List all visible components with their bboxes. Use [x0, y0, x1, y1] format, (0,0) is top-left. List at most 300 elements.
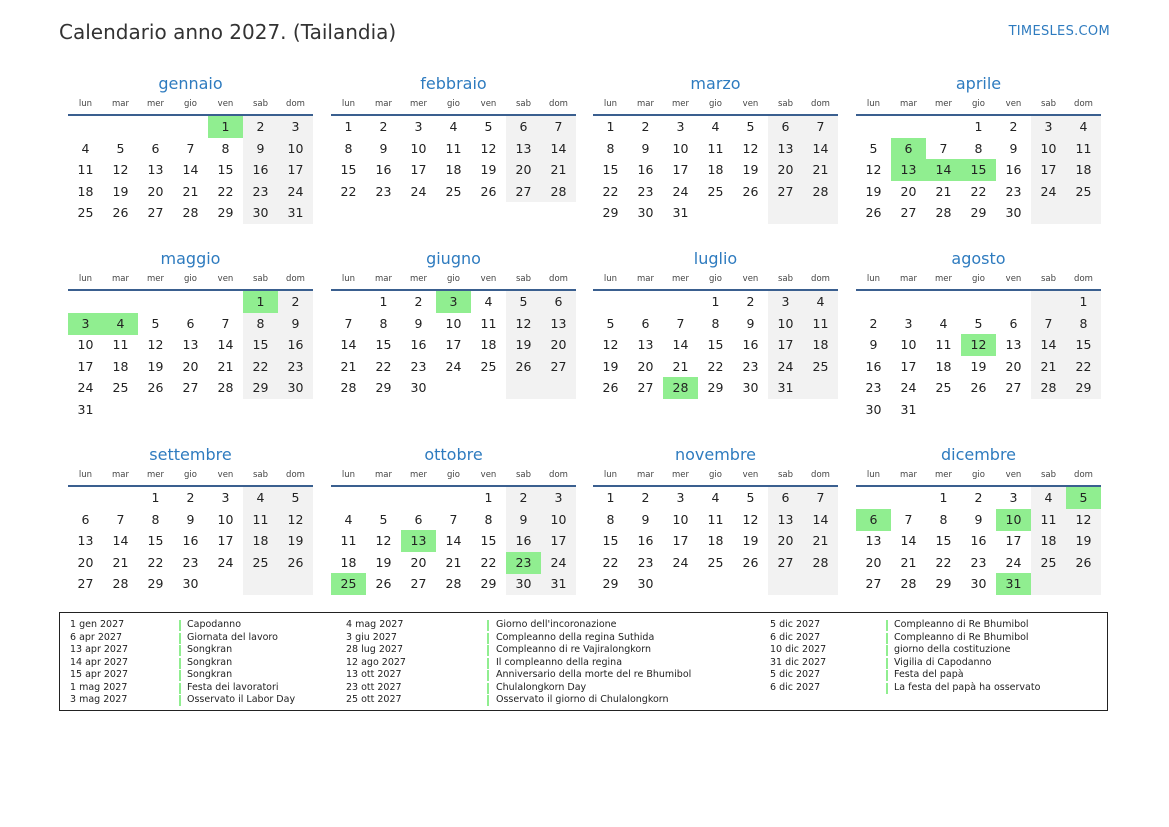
- calendar-day: 7: [816, 119, 825, 134]
- calendar-day: 24: [410, 183, 427, 199]
- legend-date: 4 mag 2027: [346, 619, 404, 630]
- weekday-label: mer: [146, 274, 164, 284]
- calendar-day: 19: [602, 358, 619, 374]
- calendar-day: 10: [287, 140, 304, 156]
- calendar-day: 2: [519, 490, 528, 505]
- holiday-day: 28: [663, 377, 698, 399]
- weekday-label: mer: [409, 274, 427, 284]
- calendar-day: 10: [777, 315, 794, 331]
- calendar-day: 21: [672, 358, 689, 374]
- calendar-day: 15: [707, 337, 724, 352]
- holiday-day: 13: [401, 530, 436, 552]
- calendar-day: 14: [672, 337, 689, 352]
- calendar-day: 26: [375, 576, 392, 591]
- calendar-day: 14: [445, 533, 462, 548]
- day-grid: [68, 116, 313, 248]
- calendar-day: 1: [151, 490, 160, 505]
- holiday-day: 31: [996, 573, 1031, 595]
- calendar-day: 31: [672, 205, 689, 220]
- calendar-day: 30: [287, 380, 304, 395]
- calendar-day: 21: [900, 554, 917, 570]
- calendar-day: 3: [1009, 490, 1018, 505]
- calendar-day: 28: [182, 205, 199, 220]
- calendar-day: 4: [939, 315, 948, 331]
- calendar-day: 28: [1040, 380, 1057, 395]
- weekday-label: sab: [515, 274, 532, 284]
- calendar-day: 31: [550, 576, 567, 591]
- weekday-header: [593, 99, 838, 113]
- calendar-day: 8: [939, 511, 948, 527]
- calendar-day: 16: [970, 533, 987, 548]
- calendar-day: 23: [970, 554, 987, 570]
- weekday-header: [593, 274, 838, 288]
- page-title: Calendario anno 2027. (Tailandia): [59, 20, 397, 44]
- weekday-label: sab: [252, 99, 269, 109]
- weekday-label: gio: [447, 470, 460, 480]
- calendar-day: 29: [602, 205, 619, 220]
- weekday-label: mar: [637, 470, 654, 480]
- calendar-day: 21: [1040, 358, 1057, 374]
- weekday-label: ven: [217, 99, 234, 109]
- month-name: novembre: [674, 445, 757, 464]
- weekday-label: mar: [637, 274, 654, 284]
- weekday-label: sab: [515, 470, 532, 480]
- calendar-day: 26: [602, 380, 619, 395]
- calendar-day: 9: [869, 337, 878, 352]
- weekday-label: gio: [709, 99, 722, 109]
- legend-marker: [179, 633, 181, 644]
- weekday-header: [331, 470, 576, 484]
- holiday-day: 3: [68, 313, 103, 335]
- calendar-day: 16: [637, 162, 654, 177]
- weekday-label: mer: [671, 99, 689, 109]
- calendar-day: 23: [252, 183, 269, 199]
- calendar-day: 8: [974, 140, 983, 156]
- calendar-day: 3: [1044, 119, 1053, 134]
- calendar-day: 15: [375, 337, 392, 352]
- calendar-day: 29: [602, 576, 619, 591]
- weekday-label: dom: [549, 99, 568, 109]
- calendar-day: 26: [112, 205, 129, 220]
- weekday-label: mer: [409, 99, 427, 109]
- calendar-day: 20: [777, 162, 794, 177]
- weekday-label: dom: [286, 470, 305, 480]
- calendar-day: 26: [147, 380, 164, 395]
- calendar-day: 2: [291, 294, 300, 309]
- day-grid: [331, 291, 576, 423]
- day-grid: [856, 116, 1101, 248]
- calendar-day: 25: [480, 358, 497, 374]
- weekday-label: lun: [866, 274, 881, 284]
- calendar-day: 2: [746, 294, 755, 309]
- calendar-day: 4: [816, 294, 825, 309]
- site-brand-link[interactable]: TIMESLES.COM: [1008, 24, 1110, 39]
- weekday-header: [331, 274, 576, 288]
- calendar-day: 6: [519, 119, 528, 134]
- calendar-day: 13: [550, 315, 567, 331]
- calendar-day: 2: [414, 294, 423, 309]
- calendar-day: 2: [641, 490, 650, 505]
- calendar-day: 1: [939, 490, 948, 505]
- calendar-day: 7: [116, 511, 125, 527]
- legend-marker: [886, 670, 888, 681]
- weekday-label: sab: [777, 470, 794, 480]
- calendar-day: 23: [287, 358, 304, 374]
- legend-date: 5 dic 2027: [770, 619, 821, 630]
- legend-marker: [886, 658, 888, 669]
- legend-date: 6 dic 2027: [770, 631, 821, 643]
- calendar-day: 6: [414, 511, 423, 527]
- legend-marker: [487, 695, 489, 706]
- calendar-day: 24: [777, 358, 794, 374]
- month-name: ottobre: [424, 445, 483, 464]
- calendar-day: 18: [252, 533, 269, 548]
- weekday-label: ven: [480, 470, 497, 480]
- calendar-day: 8: [606, 140, 615, 156]
- calendar-day: 6: [186, 315, 195, 331]
- calendar-day: 24: [672, 183, 689, 199]
- weekday-label: gio: [184, 274, 197, 284]
- weekday-label: mer: [934, 274, 952, 284]
- calendar-day: 10: [217, 511, 234, 527]
- calendar-day: 21: [812, 162, 829, 177]
- calendar-day: 4: [1079, 119, 1088, 134]
- calendar-day: 10: [672, 511, 689, 527]
- month-name: dicembre: [940, 445, 1017, 464]
- calendar-day: 18: [340, 554, 357, 570]
- calendar-day: 26: [1075, 554, 1092, 570]
- calendar-day: 18: [112, 358, 129, 374]
- calendar-day: 29: [707, 380, 724, 395]
- calendar-day: 26: [287, 554, 304, 570]
- calendar-day: 2: [379, 119, 388, 134]
- calendar-day: 19: [865, 183, 882, 199]
- calendar-day: 24: [550, 554, 567, 570]
- calendar-day: 3: [904, 315, 913, 331]
- holiday-day: 15: [961, 159, 996, 181]
- calendar-day: 1: [974, 119, 983, 134]
- calendar-day: 2: [1009, 119, 1018, 134]
- weekday-label: mar: [900, 274, 917, 284]
- calendar-day: 7: [449, 511, 458, 527]
- calendar-day: 5: [746, 490, 755, 505]
- calendar-day: 3: [781, 294, 790, 309]
- calendar-day: 24: [77, 380, 94, 395]
- calendar-day: 17: [217, 533, 234, 548]
- weekday-label: ven: [217, 274, 234, 284]
- calendar-day: 20: [865, 554, 882, 570]
- calendar-day: 29: [147, 576, 164, 591]
- calendar-day: 7: [1044, 315, 1053, 331]
- calendar-day: 27: [637, 380, 654, 395]
- month-name: aprile: [955, 74, 1002, 93]
- month-name: gennaio: [158, 74, 223, 93]
- calendar-day: 17: [900, 358, 917, 374]
- calendar-day: 11: [1075, 140, 1092, 156]
- weekday-label: dom: [811, 99, 830, 109]
- weekday-label: ven: [742, 274, 759, 284]
- legend-date: 1 mag 2027: [70, 681, 128, 693]
- calendar-day: 4: [484, 294, 493, 309]
- calendar-day: 8: [151, 511, 160, 527]
- day-grid: [593, 291, 838, 423]
- calendar-day: 12: [112, 162, 129, 177]
- weekday-label: ven: [480, 274, 497, 284]
- calendar-day: 10: [77, 337, 94, 352]
- legend-holiday-name: Giornata del lavoro: [187, 631, 278, 643]
- calendar-day: 7: [939, 140, 948, 156]
- legend-date: 25 ott 2027: [346, 694, 402, 705]
- weekday-label: lun: [78, 470, 93, 480]
- legend-date: 28 lug 2027: [346, 644, 403, 655]
- holiday-day: 5: [1066, 487, 1101, 509]
- weekday-label: ven: [217, 470, 234, 480]
- weekday-label: ven: [1005, 470, 1022, 480]
- month-name: maggio: [160, 249, 221, 268]
- legend-holiday-name: Chulalongkorn Day: [496, 681, 587, 693]
- calendar-day: 2: [974, 490, 983, 505]
- calendar-day: 22: [970, 183, 987, 199]
- day-grid: [331, 116, 576, 248]
- calendar-day: 15: [602, 162, 619, 177]
- legend-holiday-name: giorno della costituzione: [894, 644, 1011, 655]
- weekday-label: mar: [900, 99, 917, 109]
- legend-holiday-name: Compleanno di Re Bhumibol: [894, 619, 1029, 630]
- calendar-day: 4: [1044, 490, 1053, 505]
- legend-holiday-name: La festa del papà ha osservato: [894, 681, 1041, 693]
- weekday-label: mer: [409, 470, 427, 480]
- calendar-day: 24: [1040, 183, 1057, 199]
- legend-holiday-name: Osservato il Labor Day: [187, 694, 296, 705]
- calendar-day: 19: [287, 533, 304, 548]
- calendar-day: 29: [217, 205, 234, 220]
- legend-date: 12 ago 2027: [346, 656, 406, 668]
- calendar-day: 19: [515, 337, 532, 352]
- calendar-day: 2: [256, 119, 265, 134]
- calendar-day: 16: [182, 533, 199, 548]
- calendar-day: 13: [515, 140, 532, 156]
- calendar-day: 16: [287, 337, 304, 352]
- calendar-day: 18: [1075, 162, 1092, 177]
- holiday-day: 23: [506, 552, 541, 574]
- legend-marker: [487, 645, 489, 656]
- calendar-day: 3: [676, 119, 685, 134]
- legend-marker: [487, 670, 489, 681]
- calendar-day: 24: [287, 183, 304, 199]
- calendar-day: 12: [287, 511, 304, 527]
- legend-holiday-name: Giorno dell'incoronazione: [496, 619, 617, 630]
- calendar-day: 31: [900, 401, 917, 417]
- legend-marker: [487, 658, 489, 669]
- calendar-day: 16: [375, 162, 392, 177]
- calendar-day: 9: [291, 315, 300, 331]
- weekday-label: lun: [78, 274, 93, 284]
- calendar-day: 3: [291, 119, 300, 134]
- calendar-day: 22: [147, 554, 164, 570]
- calendar-day: 8: [379, 315, 388, 331]
- legend-holiday-name: Osservato il giorno di Chulalongkorn: [496, 694, 669, 705]
- legend-marker: [487, 683, 489, 694]
- calendar-day: 14: [217, 337, 234, 352]
- calendar-day: 24: [1005, 554, 1022, 570]
- calendar-day: 6: [781, 490, 790, 505]
- calendar-day: 26: [515, 358, 532, 374]
- weekday-label: lun: [341, 470, 356, 480]
- legend-date: 5 dic 2027: [770, 669, 821, 680]
- calendar-day: 16: [637, 533, 654, 548]
- calendar-day: 30: [182, 576, 199, 591]
- calendar-day: 6: [1009, 315, 1018, 331]
- calendar-day: 17: [287, 162, 304, 177]
- calendar-day: 10: [445, 315, 462, 331]
- weekday-label: gio: [972, 99, 985, 109]
- holiday-day: 25: [331, 573, 366, 595]
- calendar-day: 29: [935, 576, 952, 591]
- calendar-day: 25: [77, 205, 94, 220]
- legend-date: 3 mag 2027: [70, 694, 128, 705]
- calendar-day: 5: [151, 315, 160, 331]
- calendar-day: 24: [672, 554, 689, 570]
- calendar-day: 4: [711, 490, 720, 505]
- weekday-header: [856, 274, 1101, 288]
- weekday-label: ven: [1005, 99, 1022, 109]
- weekday-label: mar: [637, 99, 654, 109]
- calendar-day: 3: [554, 490, 563, 505]
- legend-marker: [179, 658, 181, 669]
- calendar-day: 8: [484, 511, 493, 527]
- holiday-day: 6: [856, 509, 891, 531]
- calendar-day: 21: [112, 554, 129, 570]
- calendar-day: 20: [777, 533, 794, 548]
- weekday-label: lun: [603, 274, 618, 284]
- calendar-day: 8: [221, 140, 230, 156]
- month-name: febbraio: [420, 74, 487, 93]
- calendar-day: 10: [1040, 140, 1057, 156]
- weekday-label: mer: [671, 274, 689, 284]
- day-grid: [68, 291, 313, 423]
- weekday-header: [331, 99, 576, 113]
- calendar-day: 9: [379, 140, 388, 156]
- calendar-day: 24: [900, 380, 917, 395]
- calendar-day: 15: [935, 533, 952, 548]
- calendar-day: 5: [484, 119, 493, 134]
- calendar-day: 29: [252, 380, 269, 395]
- legend-holiday-name: Festa dei lavoratori: [187, 681, 279, 693]
- calendar-day: 16: [1005, 162, 1022, 177]
- holiday-legend: [59, 612, 1108, 711]
- calendar-day: 15: [217, 162, 234, 177]
- month-name: marzo: [690, 74, 741, 93]
- weekday-label: dom: [549, 274, 568, 284]
- calendar-day: 11: [112, 337, 129, 352]
- calendar-day: 13: [777, 140, 794, 156]
- day-grid: [68, 487, 313, 619]
- weekday-label: dom: [811, 470, 830, 480]
- calendar-day: 19: [742, 533, 759, 548]
- calendar-day: 4: [711, 119, 720, 134]
- calendar-day: 21: [935, 183, 952, 199]
- weekday-label: mer: [671, 470, 689, 480]
- legend-marker: [886, 633, 888, 644]
- calendar-day: 30: [515, 576, 532, 591]
- calendar-day: 28: [340, 380, 357, 395]
- calendar-day: 22: [1075, 358, 1092, 374]
- weekday-header: [593, 470, 838, 484]
- calendar-day: 4: [81, 140, 90, 156]
- calendar-day: 16: [410, 337, 427, 352]
- legend-date: 13 ott 2027: [346, 669, 402, 680]
- legend-date: 15 apr 2027: [70, 669, 129, 680]
- calendar-day: 26: [742, 554, 759, 570]
- calendar-day: 15: [252, 337, 269, 352]
- weekday-label: gio: [709, 274, 722, 284]
- weekday-header: [68, 274, 313, 288]
- calendar-day: 28: [550, 183, 567, 199]
- calendar-day: 25: [707, 554, 724, 570]
- calendar-day: 18: [445, 162, 462, 177]
- calendar-day: 20: [77, 554, 94, 570]
- calendar-day: 30: [410, 380, 427, 395]
- weekday-label: gio: [447, 99, 460, 109]
- calendar-day: 1: [379, 294, 388, 309]
- weekday-label: mer: [934, 470, 952, 480]
- calendar-day: 19: [112, 183, 129, 199]
- calendar-day: 15: [602, 533, 619, 548]
- holiday-day: 4: [103, 313, 138, 335]
- calendar-day: 14: [812, 511, 829, 527]
- calendar-day: 9: [641, 140, 650, 156]
- legend-holiday-name: Songkran: [187, 644, 233, 655]
- calendar-day: 27: [865, 576, 882, 591]
- calendar-day: 22: [602, 183, 619, 199]
- calendar-day: 29: [480, 576, 497, 591]
- calendar-day: 22: [935, 554, 952, 570]
- calendar-day: 16: [252, 162, 269, 177]
- calendar-day: 29: [970, 205, 987, 220]
- calendar-day: 5: [606, 315, 615, 331]
- weekday-label: mar: [112, 470, 129, 480]
- calendar-day: 21: [550, 162, 567, 177]
- weekday-label: dom: [286, 99, 305, 109]
- calendar-day: 16: [515, 533, 532, 548]
- holiday-day: 13: [891, 159, 926, 181]
- calendar-day: 6: [554, 294, 563, 309]
- weekday-label: sab: [777, 274, 794, 284]
- calendar-day: 20: [515, 162, 532, 177]
- calendar-day: 18: [77, 183, 94, 199]
- calendar-day: 12: [375, 533, 392, 548]
- calendar-day: 22: [602, 554, 619, 570]
- calendar-day: 27: [147, 205, 164, 220]
- day-grid: [331, 487, 576, 619]
- weekday-label: mar: [112, 99, 129, 109]
- calendar-day: 6: [81, 511, 90, 527]
- weekday-label: mar: [375, 99, 392, 109]
- calendar-day: 1: [606, 119, 615, 134]
- calendar-day: 5: [379, 511, 388, 527]
- calendar-day: 13: [77, 533, 94, 548]
- legend-marker: [487, 633, 489, 644]
- calendar-day: 19: [1075, 533, 1092, 548]
- month-name: agosto: [951, 249, 1006, 268]
- day-grid: [593, 116, 838, 248]
- calendar-day: 25: [112, 380, 129, 395]
- month-name: luglio: [693, 249, 738, 268]
- calendar-day: 18: [480, 337, 497, 352]
- calendar-day: 28: [935, 205, 952, 220]
- holiday-day: 1: [243, 291, 278, 313]
- calendar-day: 11: [480, 315, 497, 331]
